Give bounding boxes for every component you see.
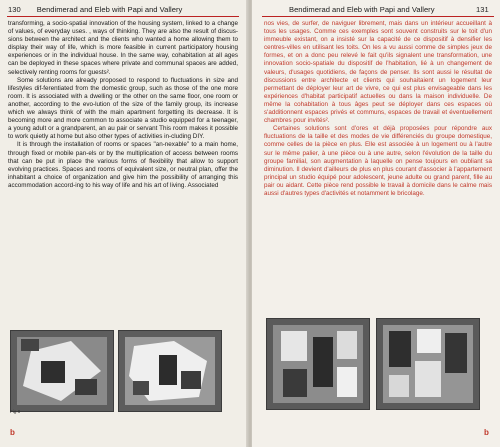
left-body-text: [8, 20, 238, 338]
right-figure-plan-1: [266, 318, 370, 410]
left-paragraph-3: It is through the installation of rooms or spaces "an-nexable" to a main home, through fixed or mobile pan-els or by the multiplication of access between rooms that can be put in place the various forms of flexibility that allow to support evolving practices. Spaces and rooms of equivalent size, or neutral plan, offer the inhabitant a choice of organization and give him the possibility of arranging this accommodation accord-ing to his way of life and his art of living. Associated: [8, 141, 238, 189]
right-page-number: 131: [476, 5, 489, 14]
right-paragraph-2: Certaines solutions sont d'ores et déjà proposées pour répondre aux fluctuations de la taille et des modes de vie différenciés du groupe domestique, comme celles de la pièce en plus. Elle est associée à un logement ou à l'autre sur le même palier, à une pièce ou à une autre, selon l'évolution de la taille du groupe familial, son augmentation à laquelle on pense toujours en oubliant sa diminution. Il devient d'ailleurs de plus en plus courant d'associer à l'appartement principal un studio équipé pour adolescent, jeune adulte ou grand parent, fille au pair ou aidant. Cette pièce rend possible le travail à domicile dans le calme mais aussi d'autres types d'activités et notamment le bricolage.: [264, 125, 492, 197]
right-running-header: [289, 5, 489, 14]
left-running-head: Bendimerad and Eleb with Papi and Vallery: [36, 5, 183, 14]
left-folio: b: [10, 428, 15, 437]
left-figure-plan-1: [10, 330, 114, 412]
left-figure-plan-2: [118, 330, 222, 412]
left-paragraph-2: Some solutions are already proposed to respond to fluctuations in size and lifestyles dif-ferentiated from the domestic group, such as those of the one more room. It is associated with a dwelling or the other on the same floor, one room or another, according to the evo-lution of the size of the family group, its increase which we always think of with the main apartment forgetting its decrease. It is becoming more and more common to associate a studio equipped for a teenager, a young adult or a grandparent, an au pair or servant This room makes it possible to work quietly at home but also other types of activities in-cluding DIY.: [8, 76, 238, 141]
left-running-header: [8, 5, 182, 14]
right-figure-plan-2: [376, 318, 480, 410]
left-page: [0, 0, 248, 447]
right-paragraph-1: nos vies, de surfer, de naviguer librement, mais dans un intérieur accueillant à tous les usages. Comme ces exemples sont souvent construits sur le toit d'un immeuble existant, on a insisté sur la capacité de ce dispositif à densifier les centres-villes en utilisant les toits. On les a vu aussi comme de simples jeux de formes, et on a donc peu relevé le fait qu'ils signalent une transformation, une innovation socio-spatiale du dispositif de l'habitation, lié à un changement de valeurs, d'usages quotidiens, de façons de penser. Ils sont aussi le résultat de discussions entre architecte et clients qui souhaitaient un logement leur permettant de déployer leur art de vivre, ce qui est plus envisageable dans les expériences d'habitat participatif actuelles ou dans la maison individuelle. De même la cohabitation à tous âges peut se déployer dans ces espaces où s'additionnent espaces privés et communs, espaces de travail et éventuellement chambres pour invités².: [264, 20, 492, 125]
right-folio: b: [484, 428, 489, 437]
left-header-rule: [7, 16, 239, 17]
right-body-text: [264, 20, 492, 272]
right-page: [252, 0, 500, 447]
left-figure-label: Fig 8: [10, 409, 21, 414]
right-running-head: Bendimerad and Eleb with Papi and Vallery: [289, 5, 435, 14]
left-page-number: 130: [8, 5, 21, 14]
right-header-rule: [262, 16, 494, 17]
left-paragraph-1: transforming, a socio-spatial innovation of the housing system, linked to a change of values, of everyday uses. , ways of thinking. They are also the result of discus-sions between the architect and the clients who wanted a home allowing them to display their way of life, which is more feasible in current participatory housing experiences or in the individual house. In the same way, cohabitation at all ages can be deployed in these spaces where private and communal spaces are added, selectively renting rooms for guests².: [8, 20, 238, 76]
